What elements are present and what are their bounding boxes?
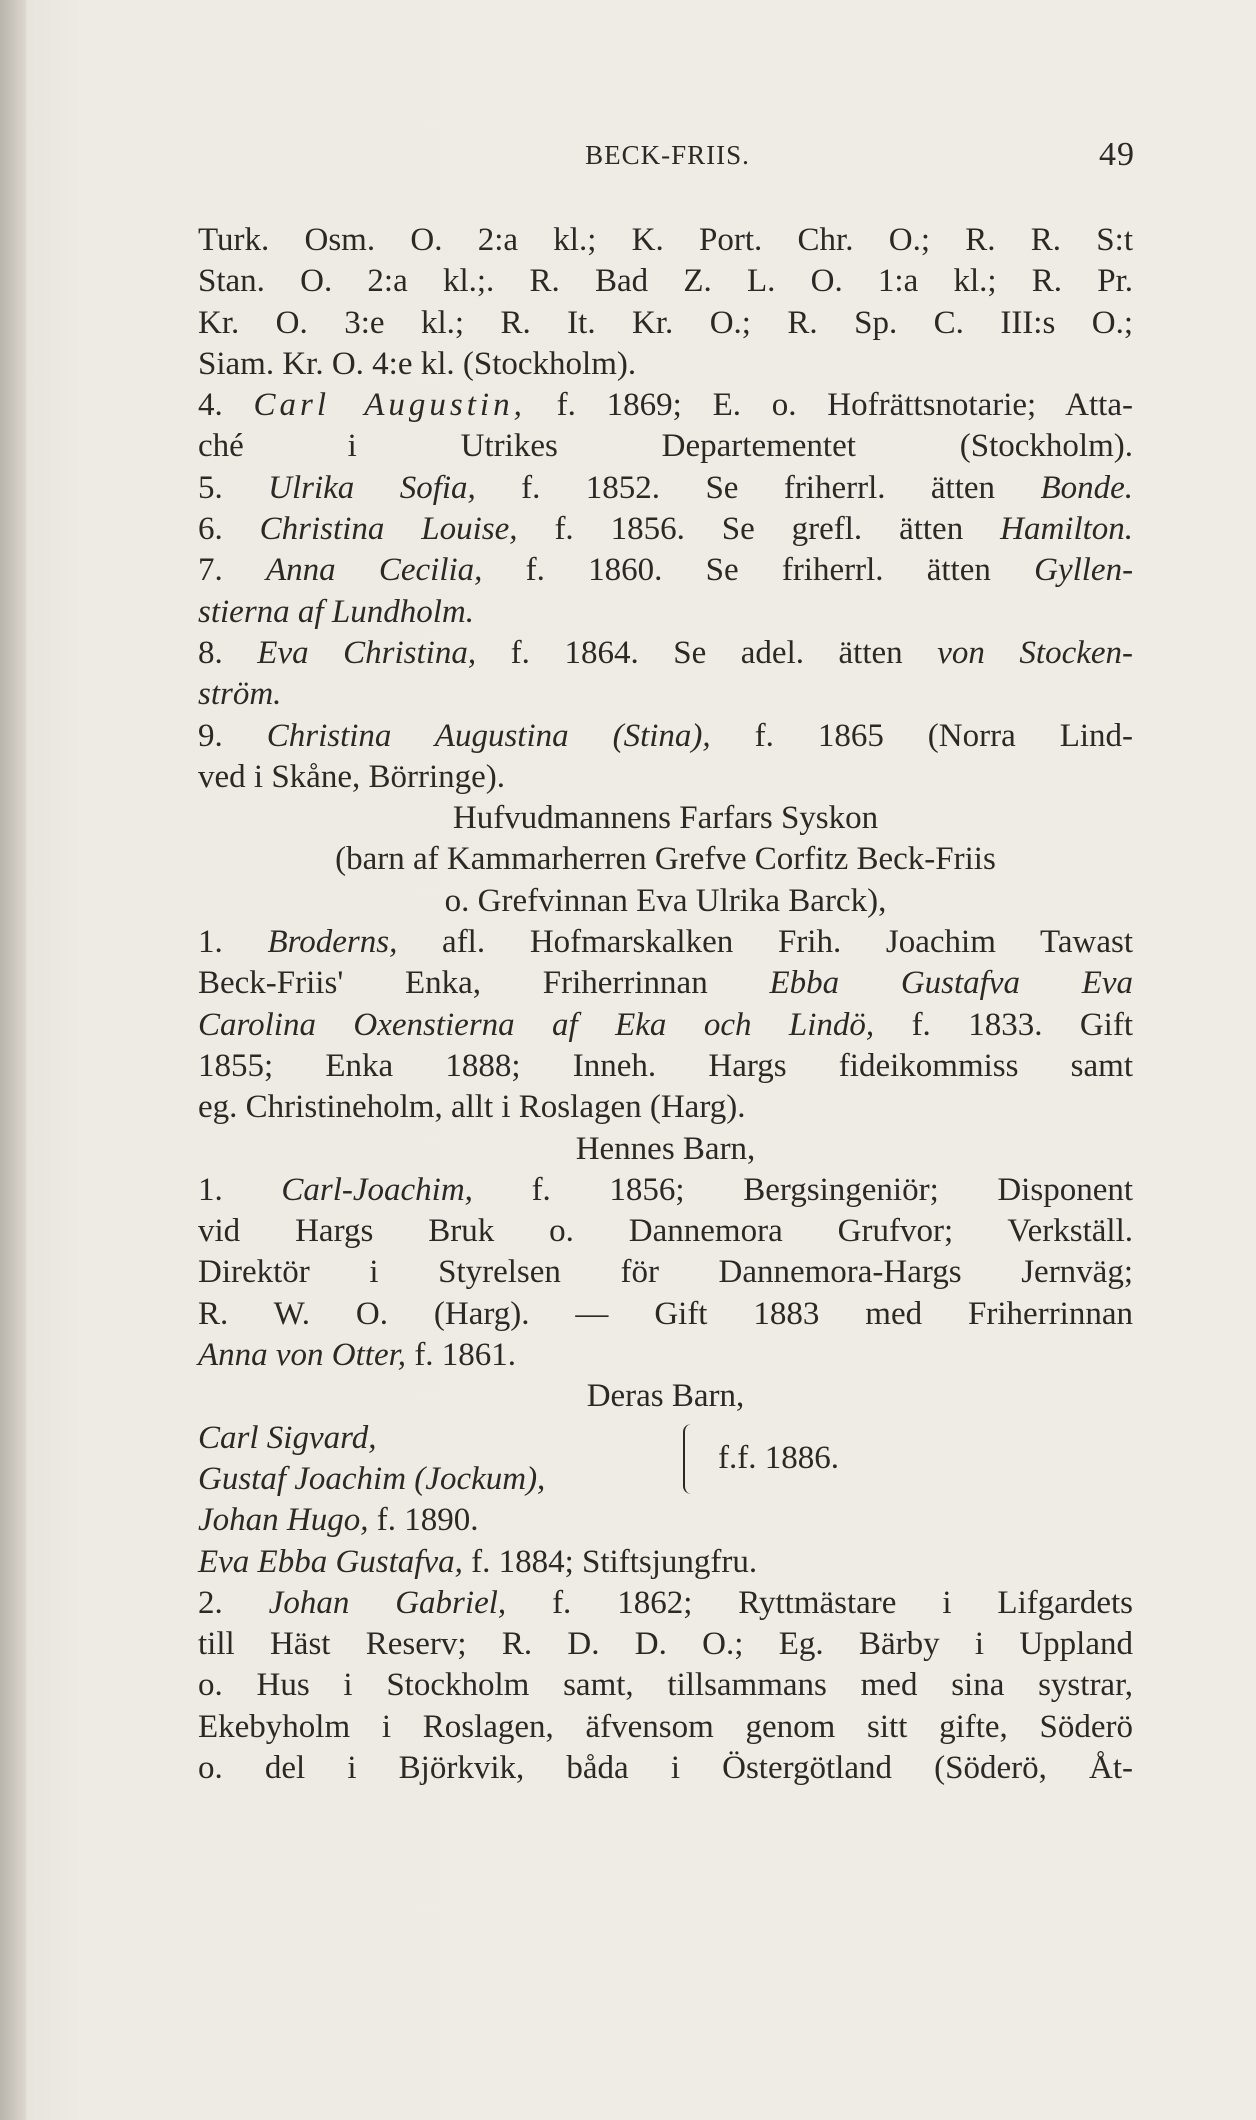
text-line: Eva Ebba Gustafva, f. 1884; Stiftsjungfru. [198, 1543, 758, 1580]
text-line: ved i Skåne, Börringe). [198, 758, 506, 795]
page-gutter [0, 0, 26, 2120]
entry-line: 8. Eva Christina, f. 1864. Se adel. ätten von Stocken- [198, 634, 1134, 671]
entry-line: 1. Carl-Joachim, f. 1856; Bergsingeniör; Disponent [198, 1171, 1134, 1208]
children-group [198, 1418, 1133, 1501]
text-line: Johan Hugo, f. 1890. [198, 1502, 479, 1539]
text-line: Anna von Otter, f. 1861. [198, 1337, 517, 1374]
text-line: R. W. O. (Harg). — Gift 1883 med Friherrinnan [198, 1295, 1133, 1332]
text-line: Direktör i Styrelsen för Dannemora-Hargs Jernväg; [198, 1254, 1133, 1291]
body-text [198, 220, 1133, 1789]
entry-line: 1. Broderns, afl. Hofmarskalken Frih. Joachim Tawast [198, 924, 1134, 961]
text-line: Stan. O. 2:a kl.;. R. Bad Z. L. O. 1:a kl.; R. Pr. [198, 263, 1133, 300]
page-number: 49 [1099, 136, 1135, 173]
entry-line: 6. Christina Louise, f. 1856. Se grefl. ätten Hamilton. [198, 511, 1134, 548]
shared-birth-year: f.f. 1886. [718, 1439, 839, 1476]
text-line: ström. [198, 676, 282, 713]
entry-line: 7. Anna Cecilia, f. 1860. Se friherrl. ätten Gyllen- [198, 552, 1134, 589]
text-line: vid Hargs Bruk o. Dannemora Grufvor; Verkställ. [198, 1213, 1133, 1250]
running-header [200, 136, 1135, 180]
text-line: till Häst Reserv; R. D. D. O.; Eg. Bärby i Uppland [198, 1626, 1133, 1663]
entry-line: 5. Ulrika Sofia, f. 1852. Se friherrl. ätten Bonde. [198, 469, 1133, 506]
child-name: Carl Sigvard, [198, 1419, 377, 1456]
text-line: Beck-Friis' Enka, Friherrinnan Ebba Gustafva Eva [198, 965, 1133, 1002]
section-heading: Deras Barn, [586, 1378, 745, 1415]
entry-line: 9. Christina Augustina (Stina), f. 1865 (Norra Lind- [198, 717, 1134, 754]
text-line: 1855; Enka 1888; Inneh. Hargs fideikommiss samt [198, 1047, 1133, 1084]
text-line: Carolina Oxenstierna af Eka och Lindö, f. 1833. Gift [198, 1006, 1134, 1043]
text-line: Kr. O. 3:e kl.; R. It. Kr. O.; R. Sp. C. III:s O.; [198, 304, 1133, 341]
section-subheading: (barn af Kammarherren Grefve Corfitz Beck-Friis [335, 841, 996, 878]
section-heading: Hufvudmannens Farfars Syskon [452, 800, 879, 837]
text-line: stierna af Lundholm. [198, 593, 474, 630]
text-line: ché i Utrikes Departementet (Stockholm). [198, 428, 1133, 465]
text-line: Turk. Osm. O. 2:a kl.; K. Port. Chr. O.; R. R. S:t [198, 222, 1133, 258]
text-line: Ekebyholm i Roslagen, äfvensom genom sitt gifte, Söderö [198, 1708, 1133, 1745]
header-title: BECK-FRIIS. [585, 140, 750, 170]
section-heading: Hennes Barn, [575, 1130, 756, 1167]
child-name: Gustaf Joachim (Jockum), [198, 1460, 546, 1497]
text-line: eg. Christineholm, allt i Roslagen (Harg). [198, 1089, 746, 1126]
text-line: o. Hus i Stockholm samt, tillsammans med sina systrar, [198, 1667, 1133, 1704]
brace-icon [683, 1424, 697, 1494]
text-line: Siam. Kr. O. 4:e kl. (Stockholm). [198, 345, 637, 382]
entry-line: 2. Johan Gabriel, f. 1862; Ryttmästare i Lifgardets [198, 1584, 1134, 1621]
section-subheading: o. Grefvinnan Eva Ulrika Barck), [444, 882, 887, 919]
entry-line: 4. Carl Augustin, f. 1869; E. o. Hofrättsnotarie; Atta- [198, 387, 1133, 424]
text-line: o. del i Björkvik, båda i Östergötland (Söderö, Åt- [198, 1749, 1133, 1786]
